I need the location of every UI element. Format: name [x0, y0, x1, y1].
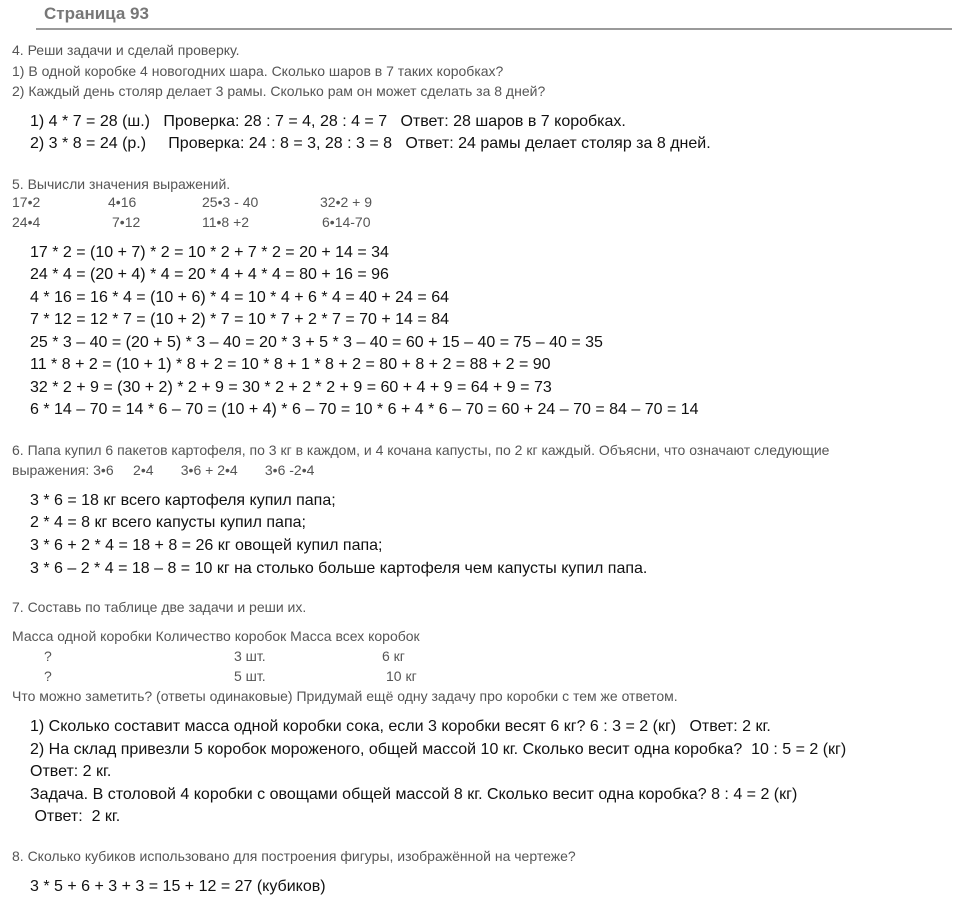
- table-cell: 3 шт.: [234, 648, 266, 664]
- task6-question: 6. Папа купил 6 пакетов картофеля, по 3 кг в каждом, и 4 кочана капусты, по 2 кг каждый. Объясни, что означают следующие: [12, 442, 830, 458]
- task8-question: 8. Сколько кубиков использовано для построения фигуры, изображённой на чертеже?: [12, 848, 576, 864]
- table-cell: 5 шт.: [234, 668, 266, 684]
- expression: 7•12: [112, 214, 141, 230]
- page-title: Страница 93: [44, 4, 149, 23]
- task5-answer: 25 * 3 – 40 = (20 + 5) * 3 – 40 = 20 * 3 + 5 * 3 – 40 = 60 + 15 – 40 = 75 – 40 = 35: [30, 334, 603, 351]
- task4-answer: 1) 4 * 7 = 28 (ш.) Проверка: 28 : 7 = 4, 28 : 4 = 7 Ответ: 28 шаров в 7 коробках.: [30, 113, 626, 130]
- task6-answer: 2 * 4 = 8 кг всего капусты купил папа;: [30, 514, 306, 531]
- table-cell: 10 кг: [386, 668, 417, 684]
- expression: 32•2 + 9: [320, 194, 373, 210]
- expression: 4•16: [108, 194, 137, 210]
- expression: 25•3 - 40: [202, 194, 259, 210]
- table-cell: ?: [44, 648, 52, 664]
- task6-answer: 3 * 6 + 2 * 4 = 18 + 8 = 26 кг овощей купил папа;: [30, 537, 383, 554]
- task6-answer: 3 * 6 – 2 * 4 = 18 – 8 = 10 кг на столько больше картофеля чем капусты купил папа.: [30, 560, 648, 577]
- task5-question: 5. Вычисли значения выражений.: [12, 176, 231, 192]
- task4-question: 1) В одной коробке 4 новогодних шара. Сколько шаров в 7 таких коробках?: [12, 63, 504, 79]
- table-header: Масса одной коробки Количество коробок Масса всех коробок: [12, 628, 420, 644]
- task5-answer: 17 * 2 = (10 + 7) * 2 = 10 * 2 + 7 * 2 = 20 + 14 = 34: [30, 244, 389, 261]
- task5-answer: 11 * 8 + 2 = (10 + 1) * 8 + 2 = 10 * 8 + 1 * 8 + 2 = 80 + 8 + 2 = 88 + 2 = 90: [30, 356, 551, 373]
- task7-answer: Задача. В столовой 4 коробки с овощами общей массой 8 кг. Сколько весит одна коробка? 8 : 4 = 2 (кг): [30, 786, 798, 803]
- task7-question: 7. Составь по таблице две задачи и реши их.: [12, 599, 307, 615]
- task4-question: 4. Реши задачи и сделай проверку.: [12, 42, 240, 58]
- task7-answer: 2) На склад привезли 5 коробок мороженого, общей массой 10 кг. Сколько весит одна коробка? 10 : 5 = 2 (кг): [30, 741, 847, 758]
- expression: 17•2: [12, 194, 41, 210]
- table-cell: ?: [44, 668, 52, 684]
- task4-answer: 2) 3 * 8 = 24 (р.) Проверка: 24 : 8 = 3, 28 : 3 = 8 Ответ: 24 рамы делает столяр за 8 дней.: [30, 135, 711, 152]
- table-cell: 6 кг: [382, 648, 405, 664]
- expression: 6•14-70: [322, 214, 371, 230]
- task5-answer: 7 * 12 = 12 * 7 = (10 + 2) * 7 = 10 * 7 + 2 * 7 = 70 + 14 = 84: [30, 311, 449, 328]
- task5-answer: 4 * 16 = 16 * 4 = (10 + 6) * 4 = 10 * 4 + 6 * 4 = 40 + 24 = 64: [30, 289, 449, 306]
- task4-question: 2) Каждый день столяр делает 3 рамы. Сколько рам он может сделать за 8 дней?: [12, 83, 546, 99]
- expression: 24•4: [12, 214, 41, 230]
- task7-answer: Ответ: 2 кг.: [30, 808, 121, 825]
- task6-answer: 3 * 6 = 18 кг всего картофеля купил папа;: [30, 492, 336, 509]
- task8-answer: 3 * 5 + 6 + 3 + 3 = 15 + 12 = 27 (кубиков): [30, 878, 326, 895]
- task5-answer: 24 * 4 = (20 + 4) * 4 = 20 * 4 + 4 * 4 = 80 + 16 = 96: [30, 266, 389, 283]
- task7-note: Что можно заметить? (ответы одинаковые) Придумай ещё одну задачу про коробки с тем же ответом.: [12, 688, 678, 704]
- expression: 11•8 +2: [202, 214, 250, 230]
- task5-answer: 6 * 14 – 70 = 14 * 6 – 70 = (10 + 4) * 6 – 70 = 10 * 6 + 4 * 6 – 70 = 60 + 24 – 70 = 84 – 70 = 14: [30, 401, 699, 418]
- task6-question: выражения: 3•6 2•4 3•6 + 2•4 3•6 -2•4: [12, 462, 315, 478]
- task7-answer: Ответ: 2 кг.: [30, 763, 112, 780]
- task5-answer: 32 * 2 + 9 = (30 + 2) * 2 + 9 = 30 * 2 + 2 * 2 + 9 = 60 + 4 + 9 = 64 + 9 = 73: [30, 379, 552, 396]
- task7-answer: 1) Сколько составит масса одной коробки сока, если 3 коробки весят 6 кг? 6 : 3 = 2 (кг) Ответ: 2 кг.: [30, 718, 771, 735]
- header-divider: [36, 28, 952, 30]
